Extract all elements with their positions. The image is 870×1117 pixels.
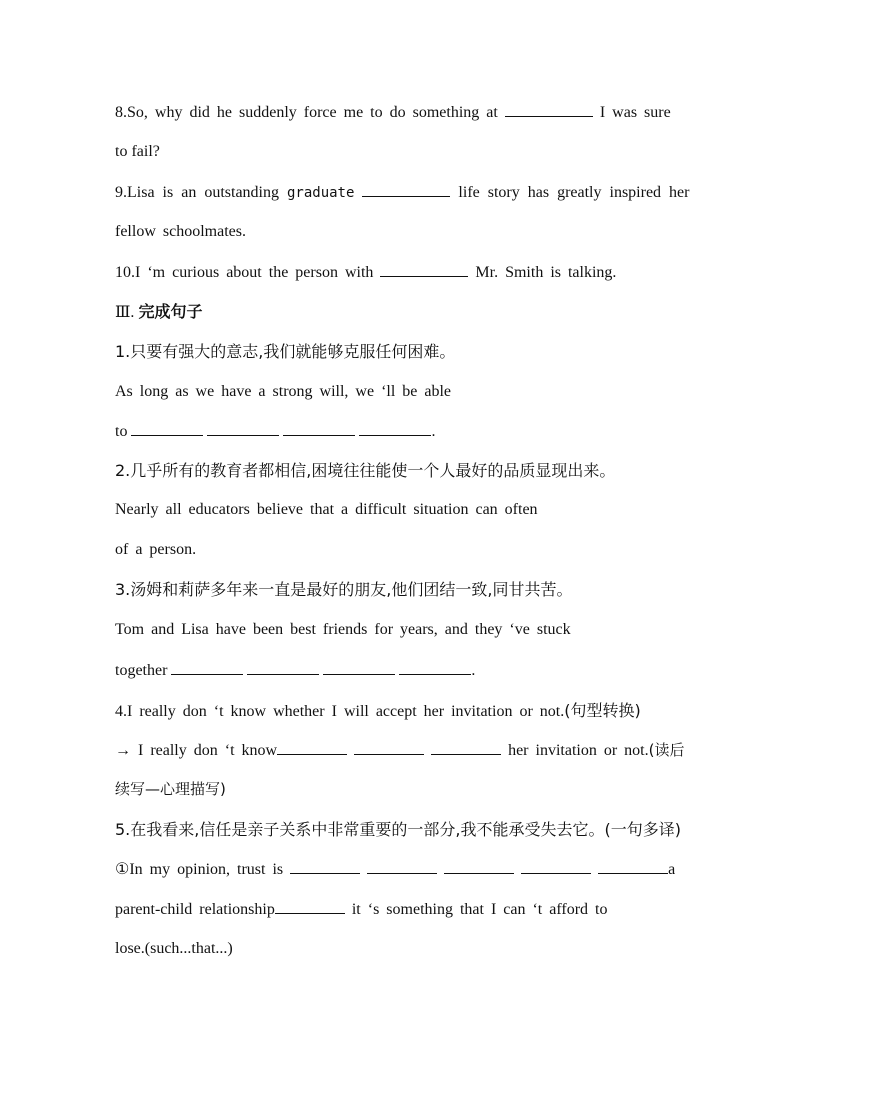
answer-blank[interactable] <box>362 182 450 197</box>
sentence-4-english-2 <box>115 740 684 761</box>
sentence-2-chinese: 2.几乎所有的教育者都相信,困境往往能使一个人最好的品质显现出来。 <box>115 461 616 480</box>
section-title: 完成句子 <box>138 302 203 321</box>
sentence-4-text: 4.I really don ‘t know whether I will accept her invitation or not. <box>115 703 565 720</box>
sentence-3-english-1: Tom and Lisa have been best friends for years, and they ‘ve stuck <box>115 621 571 638</box>
sentence-4-english-1 <box>115 701 641 722</box>
answer-blank[interactable] <box>277 740 347 755</box>
sentence-5-text-end: it ‘s something that I can ‘t afford to <box>351 901 608 918</box>
question-8-line-2: to fail? <box>115 143 160 160</box>
sentence-3-end: . <box>471 662 476 679</box>
sentence-5-a: a <box>668 861 676 878</box>
sentence-1-english-2 <box>115 421 435 442</box>
answer-blank[interactable] <box>399 660 471 675</box>
sentence-4-note-continued: 续写—心理描写) <box>115 780 226 798</box>
answer-blank[interactable] <box>354 740 424 755</box>
question-9-line-2: fellow schoolmates. <box>115 223 246 240</box>
sentence-5-chinese <box>115 820 681 840</box>
question-9-word: graduate <box>286 185 355 201</box>
answer-blank[interactable] <box>359 421 431 436</box>
sentence-1-chinese: 1.只要有强大的意志,我们就能够克服任何困难。 <box>115 342 456 361</box>
answer-blank[interactable] <box>367 859 437 874</box>
answer-blank[interactable] <box>444 859 514 874</box>
answer-blank[interactable] <box>505 102 593 117</box>
sentence-4-rewrite: → I really don ‘t know <box>115 742 278 759</box>
answer-blank[interactable] <box>171 660 243 675</box>
question-8-text: 8.So, why did he suddenly force me to do something at <box>115 104 498 121</box>
answer-blank[interactable] <box>431 740 501 755</box>
sentence-1-to: to <box>115 423 128 440</box>
question-8-line-1 <box>115 102 671 123</box>
sentence-3-english-2 <box>115 660 475 681</box>
question-9-text: 9.Lisa is an outstanding <box>115 184 279 201</box>
answer-blank[interactable] <box>247 660 319 675</box>
question-10-text-end: Mr. Smith is talking. <box>475 264 617 281</box>
question-8-text-end: I was sure <box>599 104 671 121</box>
answer-blank[interactable] <box>207 421 279 436</box>
answer-blank[interactable] <box>323 660 395 675</box>
answer-blank[interactable] <box>275 899 345 914</box>
sentence-1-end: . <box>431 423 436 440</box>
sentence-5-english-3: lose.(such...that...) <box>115 940 233 957</box>
question-9-text-end: life story has greatly inspired her <box>458 184 690 201</box>
sentence-3-together: together <box>115 662 168 679</box>
answer-blank[interactable] <box>598 859 668 874</box>
section-number: Ⅲ. <box>115 304 135 321</box>
sentence-5-tag: (一句多译) <box>604 820 681 839</box>
answer-blank[interactable] <box>290 859 360 874</box>
sentence-1-english-1: As long as we have a strong will, we ‘ll be able <box>115 383 452 400</box>
answer-blank[interactable] <box>521 859 591 874</box>
sentence-5-relationship: parent-child relationship <box>115 901 275 918</box>
sentence-5-cn-text: 5.在我看来,信任是亲子关系中非常重要的一部分,我不能承受失去它。 <box>115 820 605 839</box>
sentence-2-english-2: of a person. <box>115 541 197 558</box>
question-9-line-1 <box>115 182 689 203</box>
answer-blank[interactable] <box>131 421 203 436</box>
sentence-5-text: ①In my opinion, trust is <box>115 861 284 878</box>
answer-blank[interactable] <box>380 262 468 277</box>
sentence-5-english-2 <box>115 899 608 920</box>
sentence-5-english-1 <box>115 859 675 880</box>
answer-blank[interactable] <box>283 421 355 436</box>
section-heading <box>115 302 202 323</box>
question-10-text: 10.I ‘m curious about the person with <box>115 264 374 281</box>
question-10-line <box>115 262 616 283</box>
sentence-3-chinese: 3.汤姆和莉萨多年来一直是最好的朋友,他们团结一致,同甘共苦。 <box>115 580 573 599</box>
sentence-4-note: (读后 <box>648 741 685 759</box>
sentence-4-tag: (句型转换) <box>564 701 641 720</box>
sentence-4-rewrite-end: her invitation or not. <box>508 742 649 759</box>
sentence-2-english-1: Nearly all educators believe that a difficult situation can often <box>115 501 538 518</box>
